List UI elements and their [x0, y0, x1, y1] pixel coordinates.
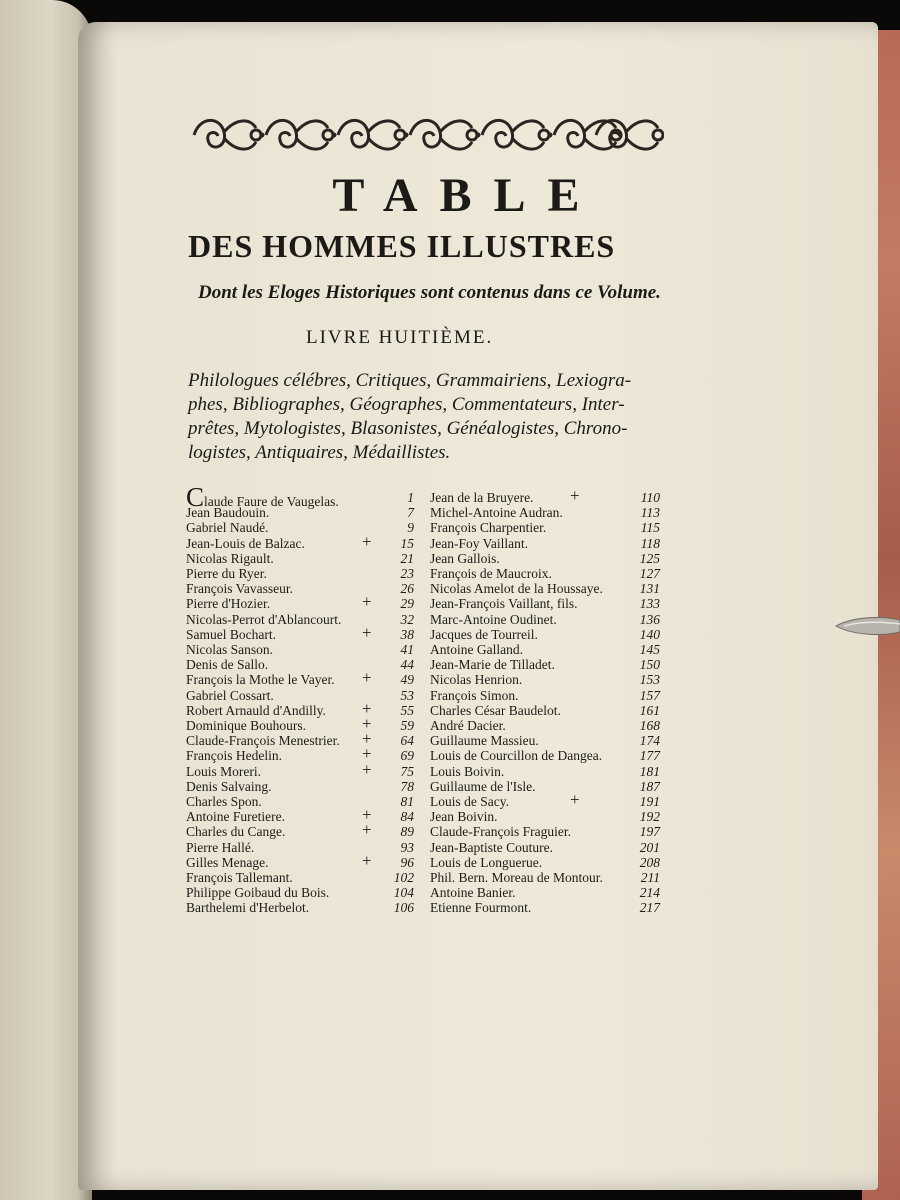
contents-line: Dont les Eloges Historiques sont contenus dans ce Volume. — [198, 282, 661, 303]
entry-name: Denis Salvaing. — [186, 778, 272, 794]
handwritten-mark-icon: + — [362, 714, 372, 733]
entry-page-number: 192 — [639, 809, 660, 825]
entry-name: Guillaume de l'Isle. — [430, 778, 536, 794]
index-entry — [430, 486, 660, 505]
index-entry — [186, 688, 414, 703]
entry-name: Charles César Baudelot. — [430, 702, 561, 718]
entry-page-number: 104 — [393, 885, 414, 901]
index-entry — [186, 592, 414, 612]
index-entry — [430, 566, 660, 581]
index-entry — [186, 622, 414, 642]
entry-page-number: 191 — [639, 794, 660, 809]
index-entry — [430, 520, 660, 535]
entry-page-number: 133 — [639, 596, 660, 612]
handwritten-mark-icon: + — [362, 805, 372, 825]
entry-page-number: 197 — [639, 824, 660, 840]
index-entry — [430, 824, 660, 839]
entry-page-number: 150 — [639, 657, 660, 673]
entry-page-number: 29 — [400, 596, 414, 612]
entry-page-number: 201 — [639, 839, 660, 855]
entry-name: Louis Moreri. — [186, 763, 261, 779]
entry-name: Samuel Bochart. — [186, 626, 276, 642]
entry-name: Claude Faure de Vaugelas. — [186, 482, 339, 512]
entry-page-number: 177 — [639, 748, 660, 764]
index-entry — [186, 714, 414, 733]
index-entry — [186, 805, 414, 825]
index-entry — [430, 718, 660, 733]
entry-name: Nicolas Henrion. — [430, 672, 523, 688]
entry-name: Jean-Marie de Tilladet. — [430, 657, 555, 673]
entry-name: Antoine Galland. — [430, 642, 523, 657]
entry-page-number: 84 — [400, 809, 414, 825]
entry-name: Denis de Sallo. — [186, 657, 269, 673]
index-entry — [186, 612, 414, 627]
index-entry — [186, 900, 414, 915]
index-entry — [430, 505, 660, 520]
index-entry — [186, 581, 414, 596]
entry-name: Michel-Antoine Audran. — [430, 505, 563, 521]
entry-page-number: 161 — [639, 702, 660, 718]
entry-page-number: 136 — [639, 611, 660, 627]
handwritten-mark-icon: + — [362, 592, 372, 612]
handwritten-mark-icon: + — [362, 698, 372, 718]
entry-page-number: 153 — [639, 672, 660, 688]
index-entry — [430, 870, 660, 885]
index-entry — [186, 520, 414, 535]
description-line: logistes, Antiquaires, Médaillistes. — [188, 442, 451, 463]
index-entry — [186, 482, 414, 512]
entry-name: Jean Boivin. — [430, 809, 498, 825]
entry-page-number: 118 — [640, 535, 660, 551]
entry-name: Charles du Cange. — [186, 824, 286, 840]
entry-name: Guillaume Massieu. — [430, 733, 539, 749]
book-heading: LIVRE HUITIÈME. — [306, 327, 494, 348]
index-entry — [430, 748, 660, 763]
entry-page-number: 23 — [400, 566, 414, 581]
entry-name: Jean de la Bruyere. — [430, 490, 534, 505]
index-entry — [430, 703, 660, 718]
index-entry — [430, 551, 660, 566]
entry-name: Gabriel Naudé. — [186, 520, 269, 536]
index-entry — [430, 855, 660, 870]
entry-name: Marc-Antoine Oudinet. — [430, 611, 557, 627]
entry-name: François Charpentier. — [430, 520, 547, 536]
index-entry — [186, 551, 414, 566]
metal-page-clip — [834, 614, 900, 638]
handwritten-mark-icon: + — [570, 790, 580, 809]
entry-name: Nicolas Sanson. — [186, 642, 273, 657]
page-title: TABLE — [332, 169, 602, 222]
entry-page-number: 32 — [400, 611, 414, 627]
entry-page-number: 26 — [400, 581, 414, 597]
entry-page-number: 214 — [639, 885, 660, 901]
index-entry — [430, 885, 660, 900]
entry-page-number: 187 — [639, 778, 660, 794]
handwritten-mark-icon: + — [362, 531, 372, 551]
entry-page-number: 81 — [400, 794, 414, 809]
entry-page-number: 102 — [393, 870, 414, 885]
index-entry — [430, 764, 660, 779]
entry-page-number: 208 — [639, 854, 660, 870]
entry-name: Claude-François Fraguier. — [430, 824, 571, 840]
index-entry — [186, 744, 414, 764]
entry-name: François la Mothe le Vayer. — [186, 672, 335, 688]
index-entry — [430, 581, 660, 596]
index-entry — [186, 729, 414, 749]
index-entry — [186, 820, 414, 840]
entry-name: Jean Gallois. — [430, 550, 500, 566]
index-entry — [430, 790, 660, 809]
index-entry — [186, 505, 414, 520]
index-entry — [430, 536, 660, 551]
handwritten-mark-icon: + — [362, 668, 372, 688]
entry-page-number: 7 — [407, 505, 414, 521]
entry-name: François Hedelin. — [186, 748, 282, 764]
entry-name: Philippe Goibaud du Bois. — [186, 885, 330, 901]
entry-page-number: 78 — [400, 778, 414, 794]
entry-name: Louis de Longuerue. — [430, 854, 543, 870]
index-entry — [430, 809, 660, 824]
index-entry — [430, 627, 660, 642]
description-line: prêtes, Mytologistes, Blasonistes, Généalogistes, Chrono- — [188, 418, 628, 439]
entry-name: François Simon. — [430, 687, 519, 703]
entry-page-number: 93 — [400, 839, 414, 855]
entry-name: Charles Spon. — [186, 794, 262, 809]
entry-page-number: 64 — [400, 733, 414, 749]
entry-page-number: 38 — [400, 626, 414, 642]
entry-page-number: 168 — [639, 718, 660, 733]
handwritten-mark-icon: + — [362, 759, 372, 779]
entry-page-number: 44 — [400, 657, 414, 673]
entry-name: Pierre Hallé. — [186, 839, 255, 855]
entry-page-number: 106 — [393, 900, 414, 916]
entry-page-number: 157 — [639, 687, 660, 703]
index-entry — [186, 657, 414, 672]
handwritten-mark-icon: + — [362, 744, 372, 764]
entry-name: Louis de Sacy. — [430, 794, 509, 809]
entry-name: Phil. Bern. Moreau de Montour. — [430, 870, 603, 885]
entry-name: François Vavasseur. — [186, 581, 293, 597]
entry-name: André Dacier. — [430, 718, 506, 733]
entry-page-number: 174 — [639, 733, 660, 749]
entry-name: Jean-Louis de Balzac. — [186, 535, 305, 551]
entry-name: Barthelemi d'Herbelot. — [186, 900, 310, 916]
entry-name: Pierre du Ryer. — [186, 566, 267, 581]
entry-page-number: 75 — [400, 763, 414, 779]
index-entry — [186, 566, 414, 581]
entry-name: Nicolas Rigault. — [186, 550, 274, 566]
handwritten-mark-icon: + — [362, 820, 372, 840]
index-entry — [430, 642, 660, 657]
index-entry — [186, 642, 414, 657]
entry-page-number: 69 — [400, 748, 414, 764]
entry-page-number: 59 — [400, 718, 414, 733]
index-entry — [430, 900, 660, 915]
index-entry — [430, 688, 660, 703]
entry-page-number: 53 — [400, 687, 414, 703]
index-entry — [186, 531, 414, 551]
index-entry — [186, 668, 414, 688]
entry-page-number: 145 — [639, 642, 660, 657]
entry-name: Claude-François Menestrier. — [186, 733, 340, 749]
index-entry — [186, 850, 414, 870]
entry-page-number: 131 — [639, 581, 660, 597]
entry-page-number: 89 — [400, 824, 414, 840]
description-line: phes, Bibliographes, Géographes, Commentateurs, Inter- — [188, 394, 625, 415]
index-entry — [186, 870, 414, 885]
entry-name: Jacques de Tourreil. — [430, 626, 538, 642]
entry-name: Dominique Bouhours. — [186, 718, 306, 733]
entry-page-number: 125 — [639, 550, 660, 566]
entry-name: Gilles Menage. — [186, 854, 269, 870]
entry-name: Jean-François Vaillant, fils. — [430, 596, 578, 612]
index-entry — [430, 733, 660, 748]
entry-page-number: 1 — [407, 490, 414, 505]
index-entry — [430, 596, 660, 611]
entry-name: Etienne Fourmont. — [430, 900, 532, 916]
entry-page-number: 140 — [639, 626, 660, 642]
entry-name: Antoine Furetiere. — [186, 809, 285, 825]
entry-name: Robert Arnauld d'Andilly. — [186, 702, 326, 718]
page-subtitle: DES HOMMES ILLUSTRES — [188, 228, 616, 264]
entry-name: Louis de Courcillon de Dangea. — [430, 748, 603, 764]
entry-name: Pierre d'Hozier. — [186, 596, 271, 612]
index-entry — [186, 840, 414, 855]
entry-page-number: 110 — [640, 490, 660, 505]
entry-name: Louis Boivin. — [430, 763, 505, 779]
entry-name: Nicolas-Perrot d'Ablancourt. — [186, 611, 342, 627]
entry-name: Jean-Foy Vaillant. — [430, 535, 528, 551]
index-entry — [186, 794, 414, 809]
entry-page-number: 41 — [400, 642, 414, 657]
index-entry — [186, 759, 414, 779]
entry-name: Antoine Banier. — [430, 885, 516, 901]
entry-name: François Tallemant. — [186, 870, 293, 885]
index-entry — [430, 840, 660, 855]
index-entry — [186, 779, 414, 794]
handwritten-mark-icon: + — [362, 622, 372, 642]
index-entry — [430, 657, 660, 672]
drop-cap: C — [186, 482, 205, 512]
entry-page-number: 115 — [640, 520, 660, 536]
entry-page-number: 127 — [639, 566, 660, 581]
index-entry — [430, 672, 660, 687]
handwritten-mark-icon: + — [362, 729, 372, 749]
index-entry — [430, 779, 660, 794]
entry-name: Jean-Baptiste Couture. — [430, 839, 553, 855]
index-entry — [186, 885, 414, 900]
entry-name: François de Maucroix. — [430, 566, 552, 581]
handwritten-mark-icon: + — [362, 850, 372, 870]
entry-name: Jean Baudouin. — [186, 505, 270, 521]
entry-page-number: 217 — [639, 900, 660, 916]
entry-page-number: 15 — [400, 535, 414, 551]
description-line: Philologues célébres, Critiques, Grammairiens, Lexiogra- — [188, 370, 632, 391]
floral-ornament-band — [190, 108, 664, 162]
entry-page-number: 9 — [407, 520, 414, 536]
index-entry — [430, 612, 660, 627]
entry-name: Gabriel Cossart. — [186, 687, 274, 703]
entry-name: Nicolas Amelot de la Houssaye. — [430, 581, 603, 597]
entry-page-number: 21 — [400, 550, 414, 566]
entry-page-number: 113 — [640, 505, 660, 521]
entry-page-number: 211 — [640, 870, 660, 885]
entry-page-number: 49 — [400, 672, 414, 688]
index-entry — [186, 698, 414, 718]
entry-page-number: 181 — [639, 763, 660, 779]
entry-page-number: 55 — [400, 702, 414, 718]
handwritten-mark-icon: + — [570, 486, 580, 505]
entry-page-number: 96 — [400, 854, 414, 870]
